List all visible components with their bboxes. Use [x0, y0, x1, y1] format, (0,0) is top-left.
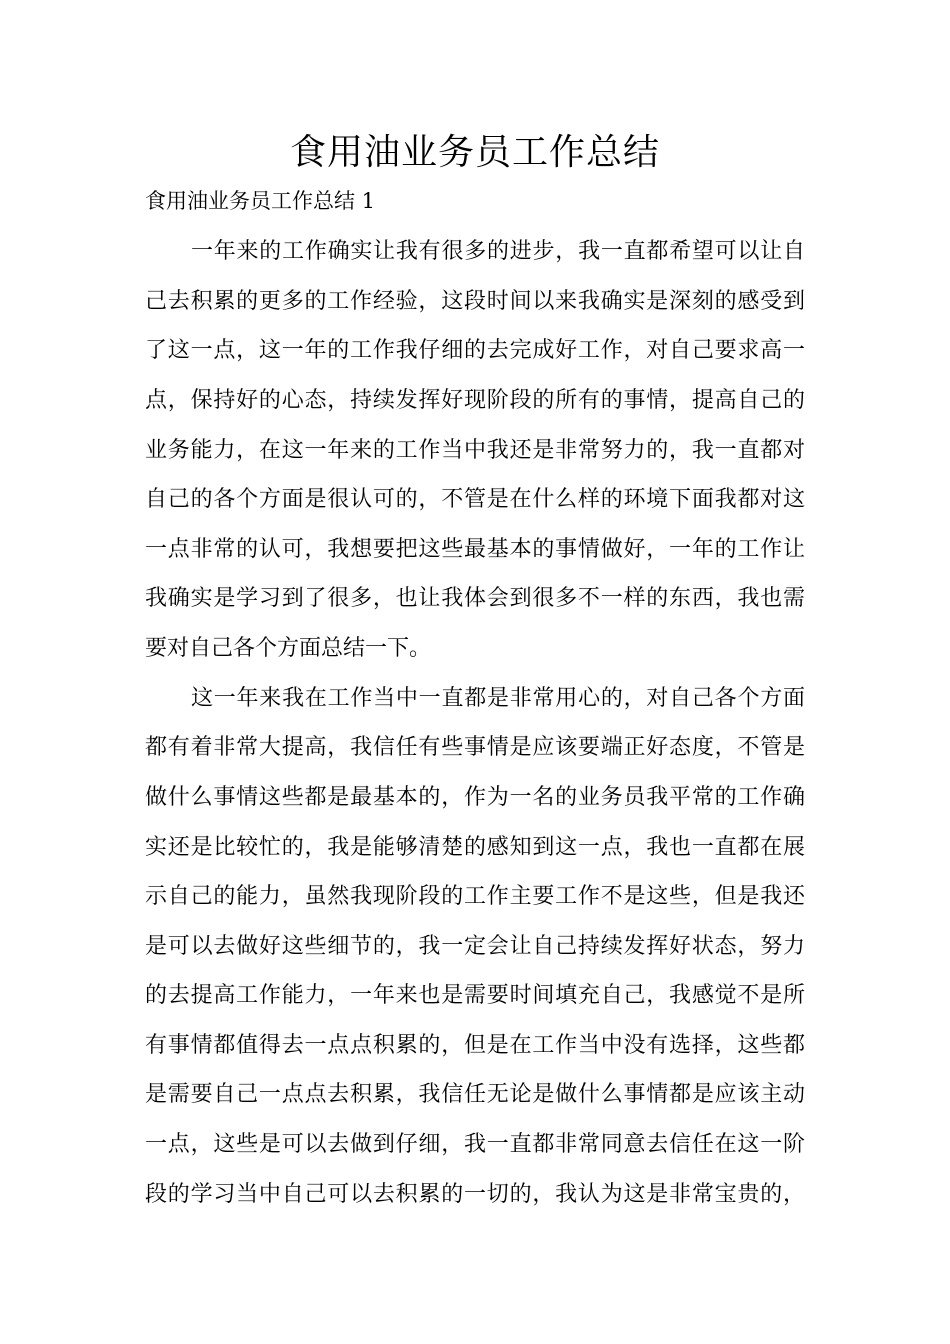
- paragraph-2-line: 的去提高工作能力，一年来也是需要时间填充自己，我感觉不是所: [145, 983, 805, 1008]
- paragraph-2-line: 段的学习当中自己可以去积累的一切的，我认为这是非常宝贵的，: [145, 1182, 805, 1207]
- paragraph-1-line: 点，保持好的心态，持续发挥好现阶段的所有的事情，提高自己的: [145, 388, 805, 413]
- paragraph-2-line: 都有着非常大提高，我信任有些事情是应该要端正好态度，不管是: [145, 735, 805, 760]
- document-title: 食用油业务员工作总结: [289, 132, 660, 173]
- paragraph-2-line: 示自己的能力，虽然我现阶段的工作主要工作不是这些，但是我还: [145, 884, 805, 909]
- paragraph-1-line: 了这一点，这一年的工作我仔细的去完成好工作，对自己要求高一: [145, 338, 805, 363]
- paragraph-1-line: 我确实是学习到了很多，也让我体会到很多不一样的东西，我也需: [145, 586, 805, 611]
- paragraph-2-line: 做什么事情这些都是最基本的，作为一名的业务员我平常的工作确: [145, 785, 805, 810]
- section-heading: 食用油业务员工作总结 1: [145, 189, 376, 213]
- paragraph-2-line: 一点，这些是可以去做到仔细，我一直都非常同意去信任在这一阶: [145, 1132, 805, 1157]
- paragraph-2-line: 实还是比较忙的，我是能够清楚的感知到这一点，我也一直都在展: [145, 835, 805, 860]
- paragraph-2-line: 是可以去做好这些细节的，我一定会让自己持续发挥好状态，努力: [145, 934, 805, 959]
- paragraph-1-line: 自己的各个方面是很认可的，不管是在什么样的环境下面我都对这: [145, 487, 805, 512]
- paragraph-1-line: 业务能力，在这一年来的工作当中我还是非常努力的，我一直都对: [145, 438, 805, 463]
- paragraph-2-line: 有事情都值得去一点点积累的，但是在工作当中没有选择，这些都: [145, 1033, 805, 1058]
- paragraph-1-line: 一年来的工作确实让我有很多的进步，我一直都希望可以让自: [191, 239, 805, 264]
- paragraph-1-line: 己去积累的更多的工作经验，这段时间以来我确实是深刻的感受到: [145, 289, 805, 314]
- paragraph-2-line: 这一年来我在工作当中一直都是非常用心的，对自己各个方面: [191, 686, 805, 711]
- paragraph-1-line: 一点非常的认可，我想要把这些最基本的事情做好，一年的工作让: [145, 537, 805, 562]
- paragraph-1-line: 要对自己各个方面总结一下。: [145, 636, 432, 661]
- paragraph-2-line: 是需要自己一点点去积累，我信任无论是做什么事情都是应该主动: [145, 1082, 805, 1107]
